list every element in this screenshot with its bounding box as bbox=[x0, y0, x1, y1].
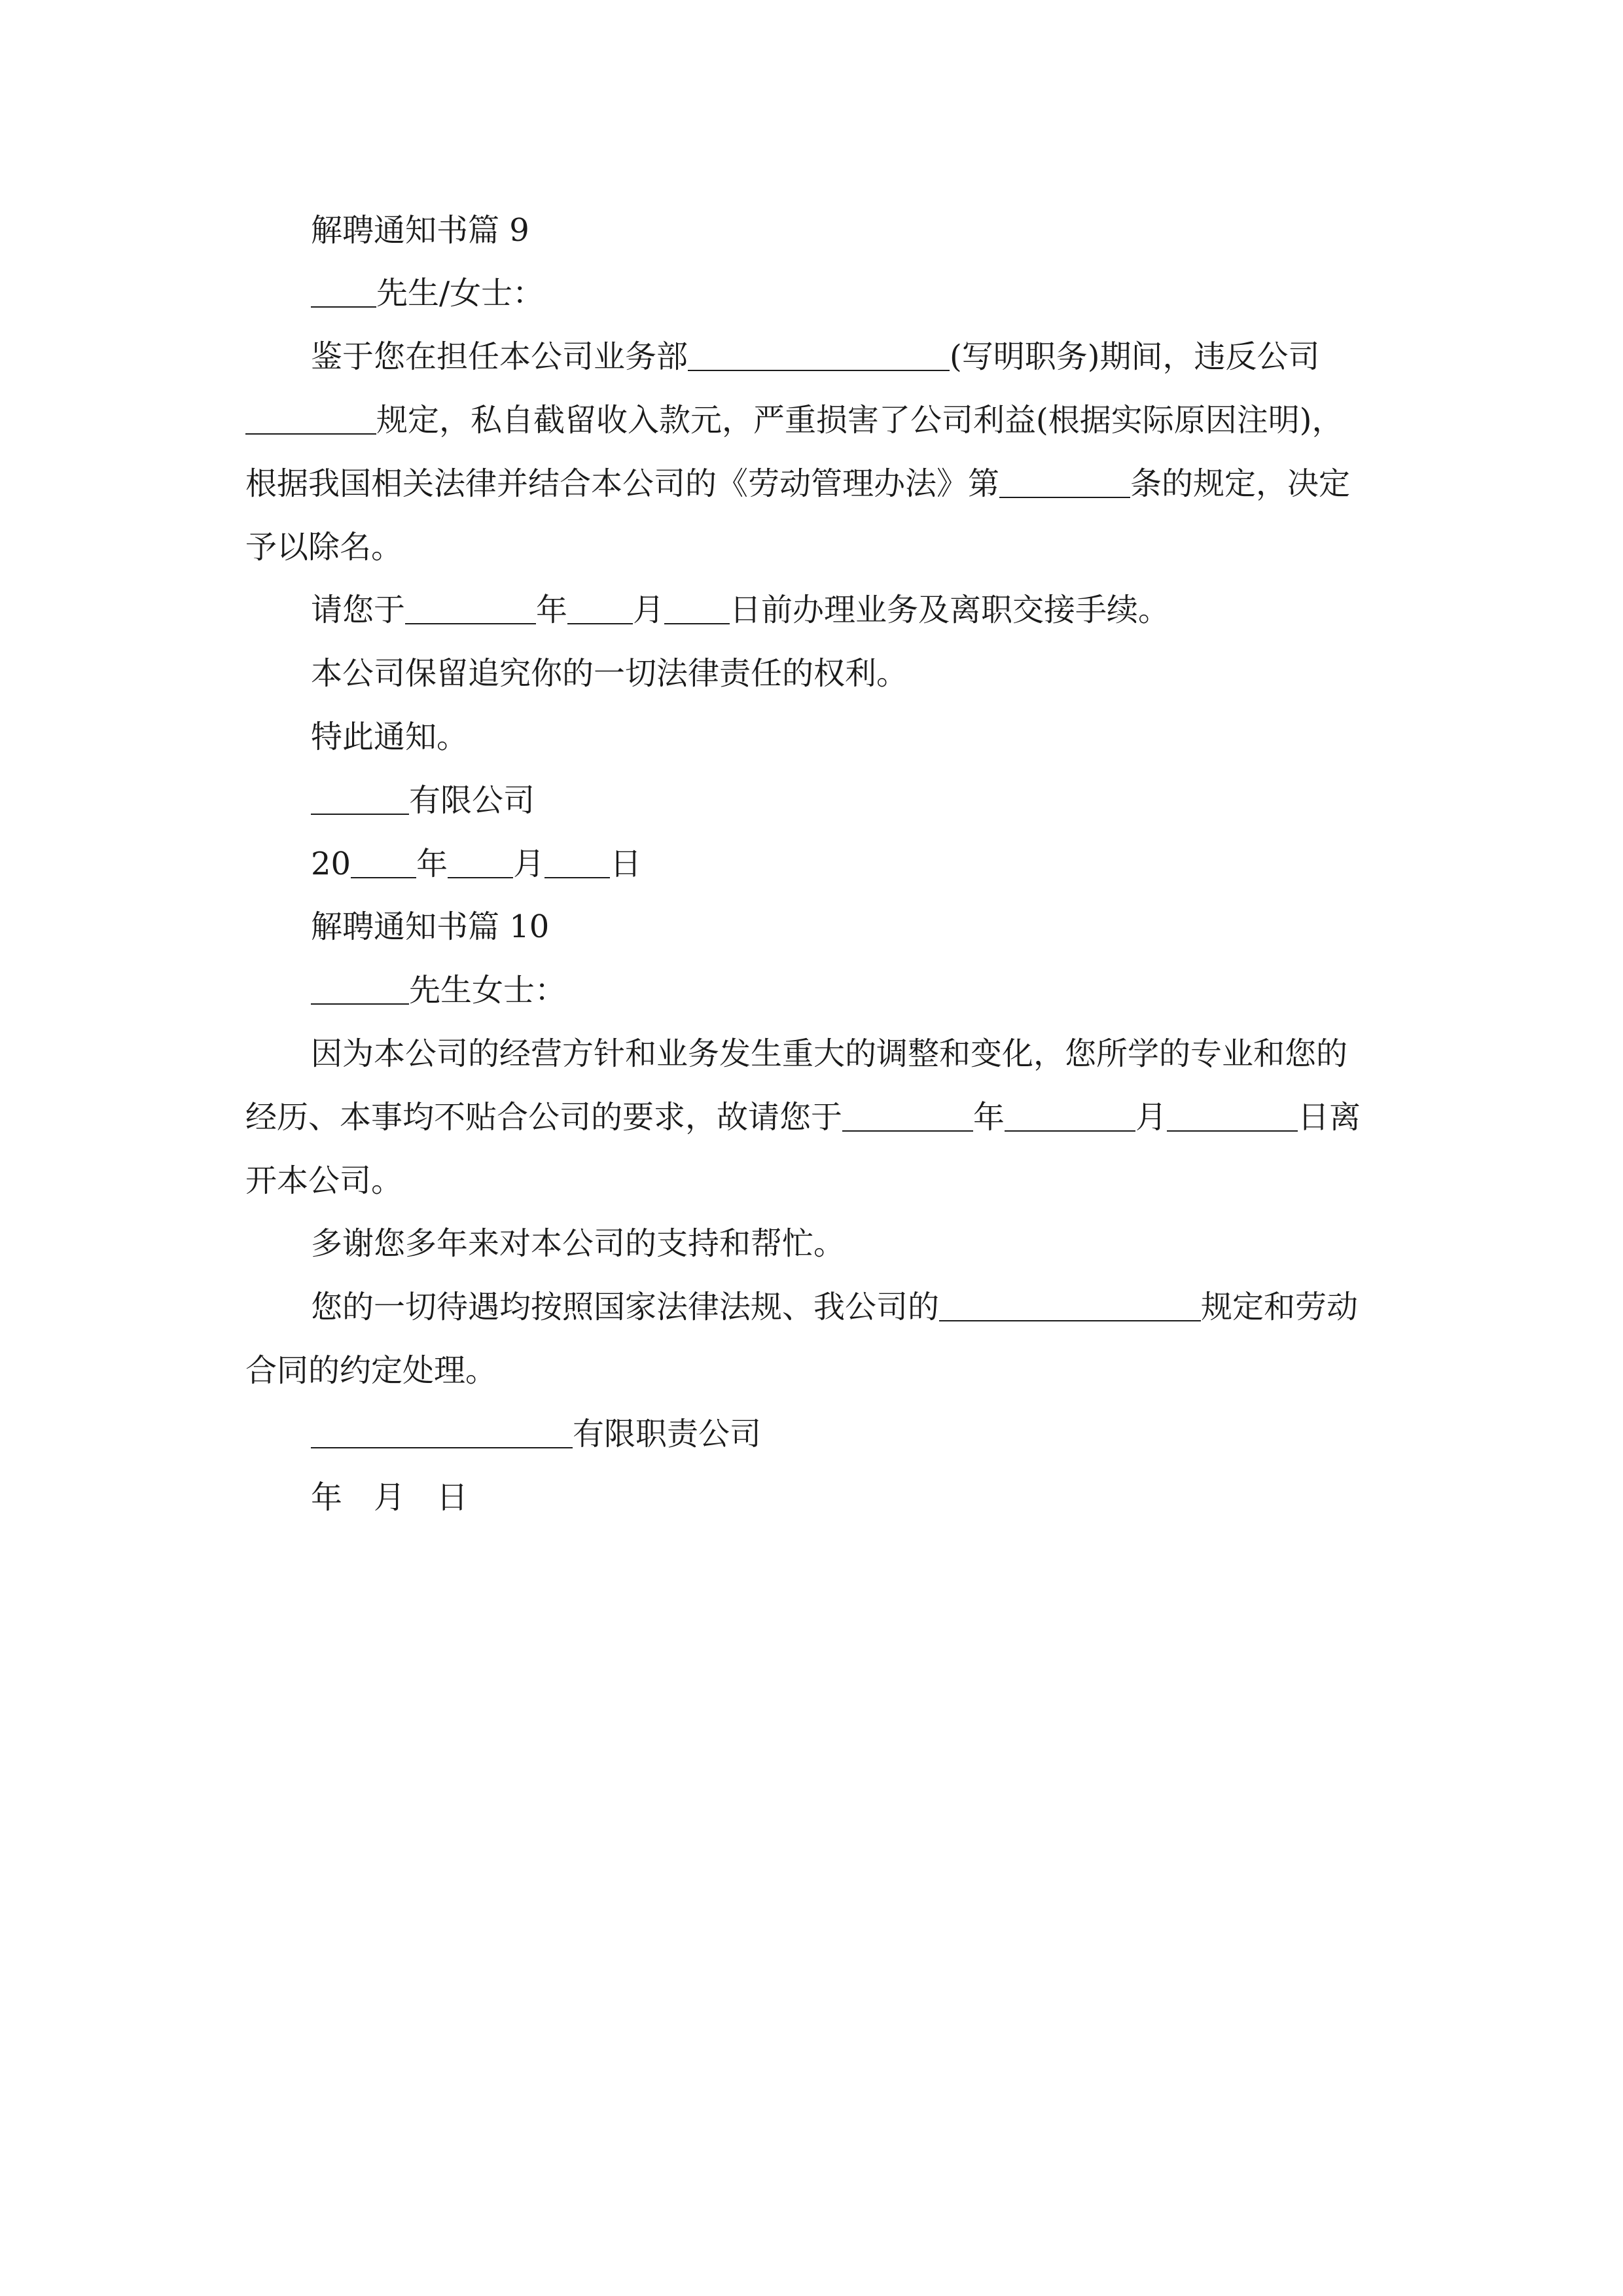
regulation-blank bbox=[939, 1289, 1201, 1321]
notice9-paragraph-1-line-3: 根据我国相关法律并结合本公司的《劳动管理办法》第 条的规定，决定 bbox=[245, 465, 1351, 502]
name-blank bbox=[311, 275, 376, 308]
month-blank bbox=[1005, 1099, 1135, 1132]
year-blank bbox=[351, 846, 416, 878]
month-blank bbox=[567, 592, 633, 624]
company-name-blank bbox=[311, 1416, 573, 1448]
day-blank bbox=[1167, 1099, 1298, 1132]
notice9-title: 解聘通知书篇 9 bbox=[311, 212, 529, 249]
position-blank bbox=[688, 338, 950, 371]
notice9-date: 20 年 月 日 bbox=[311, 846, 642, 882]
notice10-title: 解聘通知书篇 10 bbox=[311, 908, 550, 945]
notice10-paragraph-1-line-3: 开本公司。 bbox=[245, 1162, 403, 1199]
notice10-paragraph-1-line-1: 因为本公司的经营方针和业务发生重大的调整和变化，您所学的专业和您的 bbox=[311, 1035, 1348, 1072]
year-blank bbox=[405, 592, 536, 624]
notice10-company: 有限职责公司 bbox=[311, 1414, 761, 1454]
month-blank bbox=[448, 846, 513, 878]
notice9-paragraph-4: 特此通知。 bbox=[311, 719, 469, 755]
notice10-date: 年 月 日 bbox=[311, 1479, 469, 1516]
day-blank bbox=[664, 592, 730, 624]
notice9-salutation: 先生/女士： bbox=[311, 274, 544, 313]
notice9-company: 有限公司 bbox=[311, 781, 535, 820]
notice9-paragraph-3: 本公司保留追究你的一切法律责任的权利。 bbox=[311, 655, 908, 692]
notice10-paragraph-3-line-1: 您的一切待遇均按照国家法律法规、我公司的 规定和劳动 bbox=[311, 1289, 1359, 1325]
notice10-paragraph-3-line-2: 合同的约定处理。 bbox=[245, 1352, 497, 1389]
year-blank bbox=[842, 1099, 973, 1132]
notice9-paragraph-2: 请您于 年 月 日前办理业务及离职交接手续。 bbox=[311, 592, 1170, 628]
day-blank bbox=[544, 846, 610, 878]
notice10-paragraph-2: 多谢您多年来对本公司的支持和帮忙。 bbox=[311, 1225, 846, 1262]
notice10-salutation: 先生女士： bbox=[311, 971, 566, 1010]
company-name-blank bbox=[311, 782, 409, 815]
notice9-paragraph-1-line-4: 予以除名。 bbox=[245, 529, 403, 565]
name-blank bbox=[311, 972, 409, 1005]
notice9-paragraph-1-line-2: 规定，私自截留收入款元，严重损害了公司利益(根据实际原因注明)， bbox=[245, 401, 1343, 440]
article-blank bbox=[999, 465, 1130, 498]
notice9-paragraph-1-line-1: 鉴于您在担任本公司业务部 (写明职务)期间，违反公司 bbox=[311, 338, 1320, 375]
notice10-paragraph-1-line-2: 经历、本事均不贴合公司的要求，故请您于 年 月 日离 bbox=[245, 1099, 1361, 1136]
regulation-blank bbox=[245, 402, 376, 435]
